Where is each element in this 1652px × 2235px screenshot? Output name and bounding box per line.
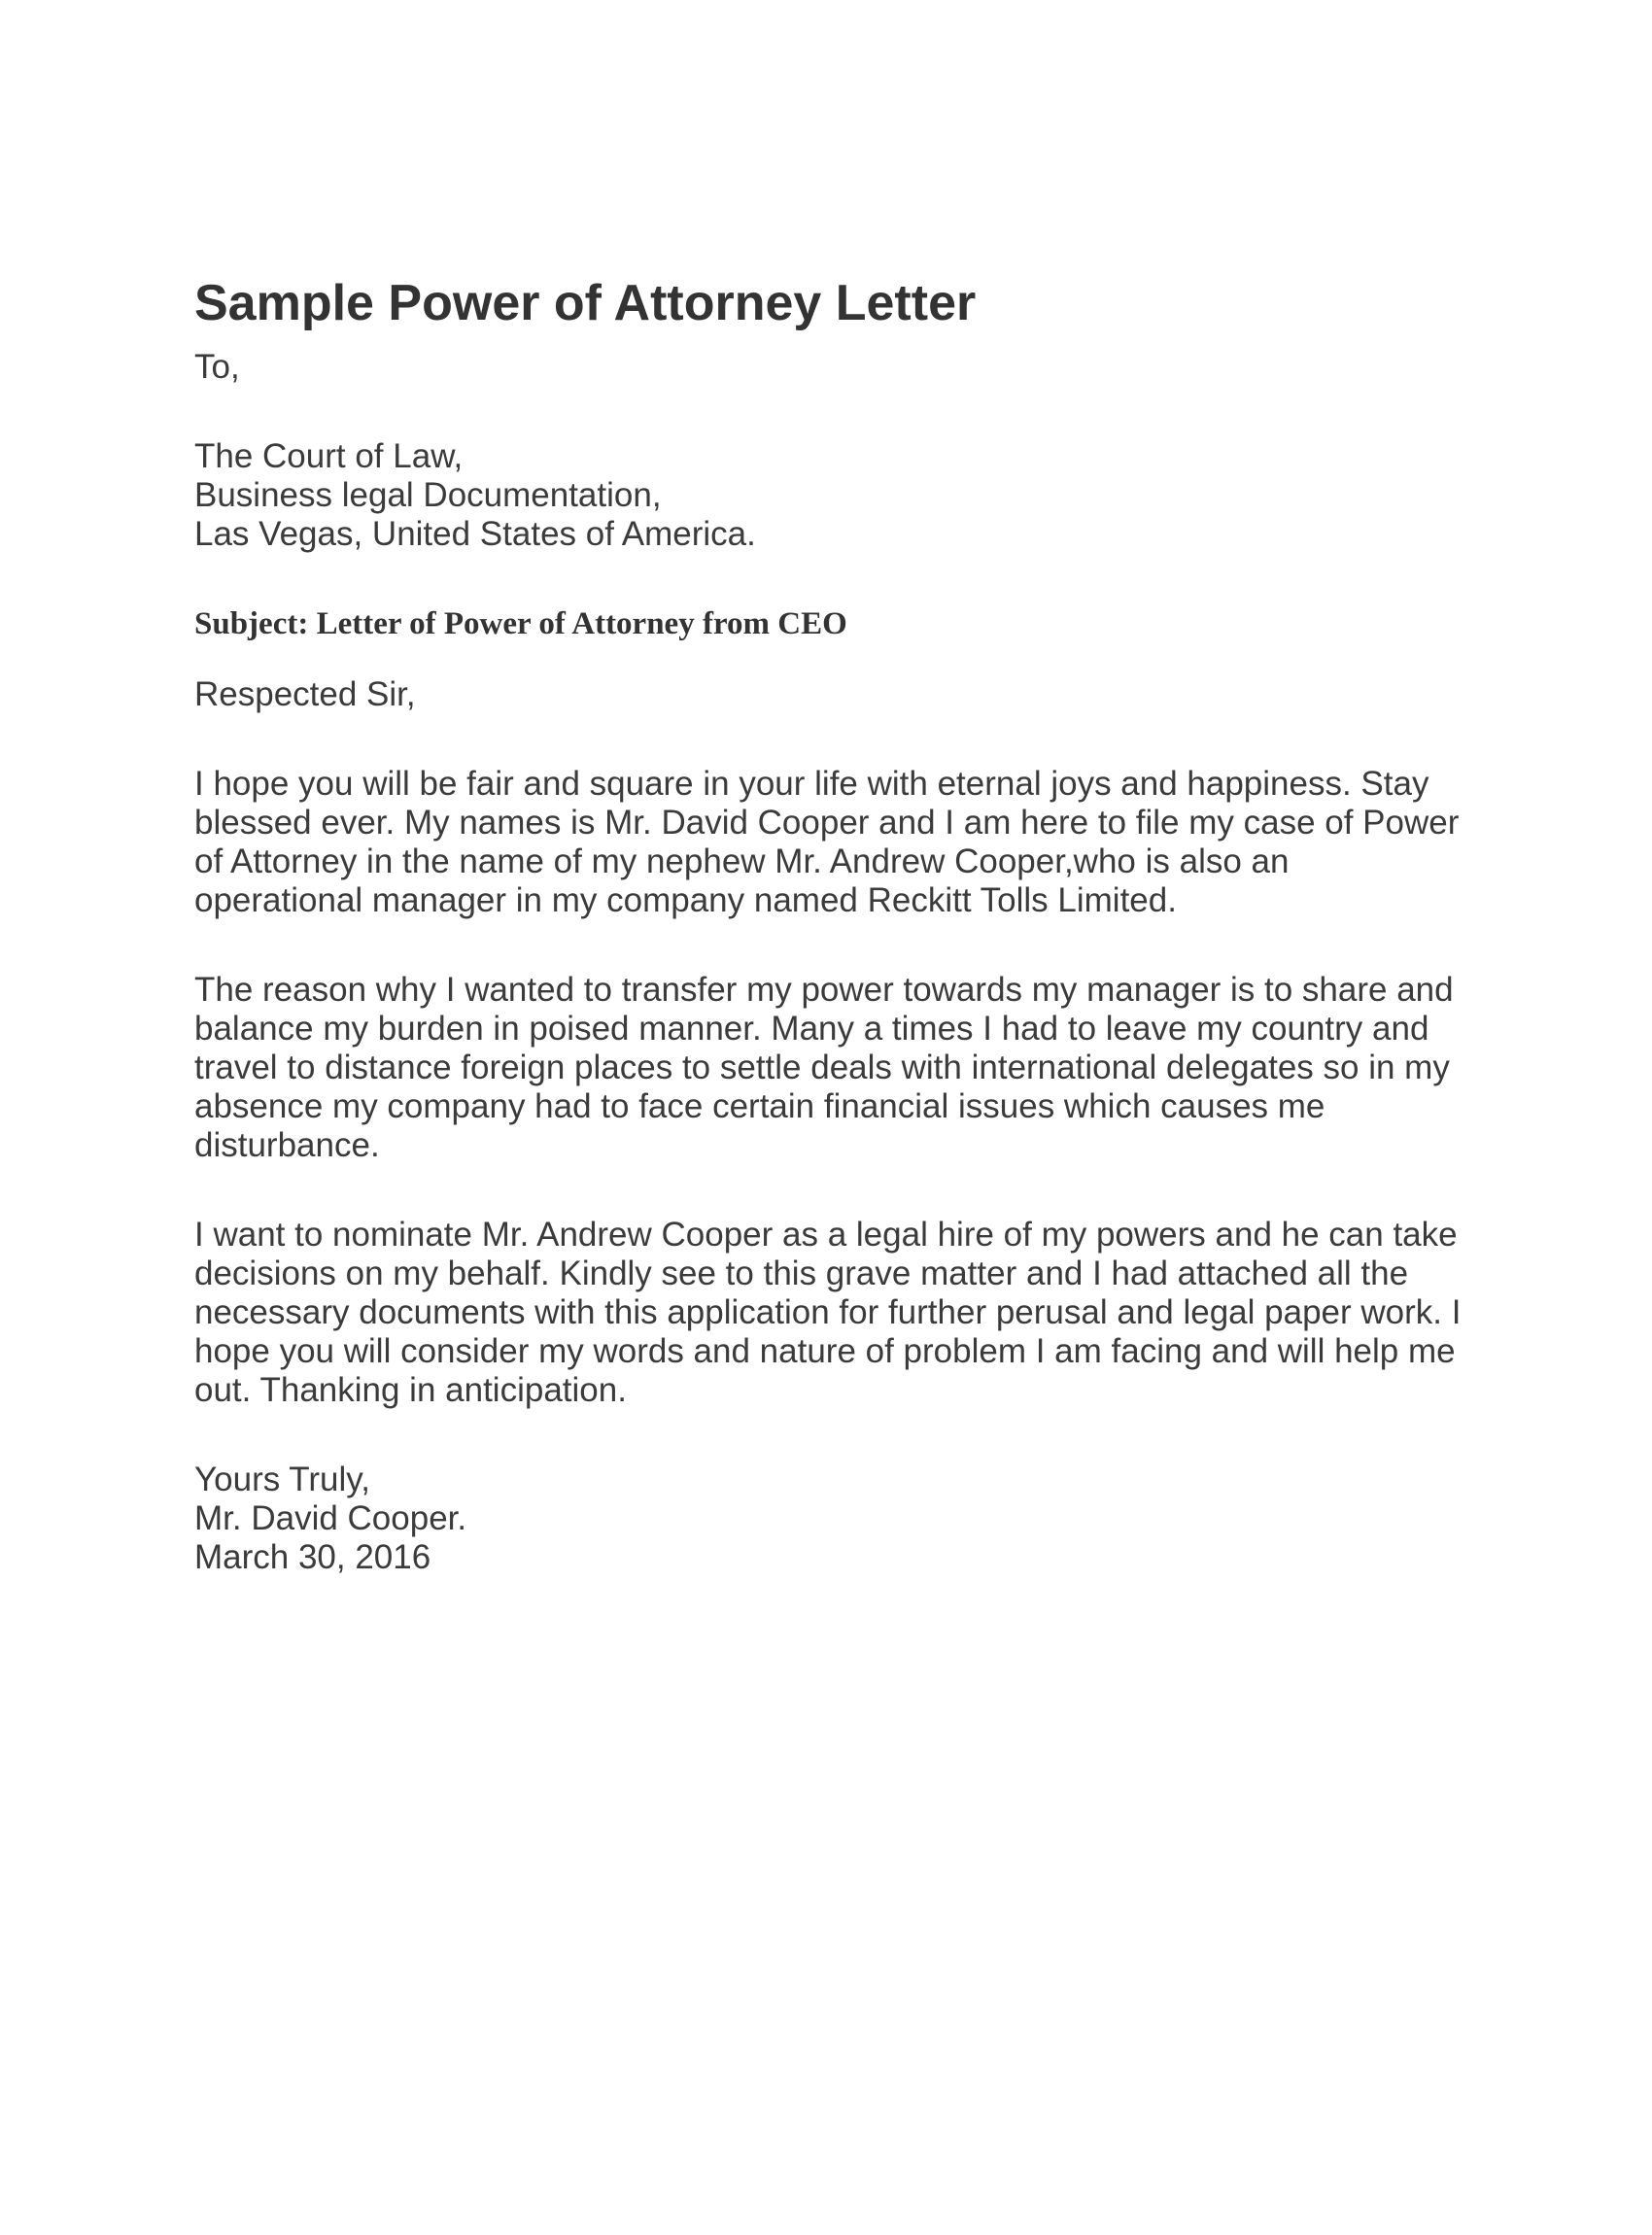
paragraph-line: operational manager in my company named Reckitt Tolls Limited. [194, 881, 1177, 919]
paragraph-line: I hope you will be fair and square in your life with eternal joys and happiness. Stay [194, 765, 1429, 803]
letter-content [194, 264, 1487, 1577]
body-paragraph-3 [194, 1216, 1487, 1410]
greeting: Respected Sir, [194, 675, 416, 713]
paragraph-line: disturbance. [194, 1126, 380, 1164]
paragraph-line: balance my burden in poised manner. Many a times I had to leave my country and [194, 1010, 1429, 1048]
paragraph-line: I want to nominate Mr. Andrew Cooper as a legal hire of my powers and he can take [194, 1216, 1458, 1254]
body-paragraph-2 [194, 971, 1487, 1165]
address-line: The Court of Law, [194, 437, 464, 475]
closing-phrase: Yours Truly, [194, 1461, 370, 1498]
paragraph-line: necessary documents with this application for further perusal and legal paper work. I [194, 1293, 1462, 1331]
letter-date: March 30, 2016 [194, 1538, 431, 1576]
paragraph-line: out. Thanking in anticipation. [194, 1371, 627, 1409]
paragraph-line: absence my company had to face certain financial issues which causes me [194, 1087, 1325, 1125]
paragraph-line: hope you will consider my words and nature of problem I am facing and will help me [194, 1332, 1456, 1370]
paragraph-line: The reason why I wanted to transfer my power towards my manager is to share and [194, 971, 1454, 1009]
subject-line: Subject: Letter of Power of Attorney from CEO [194, 606, 847, 641]
paragraph-line: of Attorney in the name of my nephew Mr. Andrew Cooper,who is also an [194, 842, 1290, 880]
body-paragraph-1 [194, 765, 1487, 920]
recipient-address [194, 437, 1487, 554]
paragraph-line: decisions on my behalf. Kindly see to this grave matter and I had attached all the [194, 1255, 1409, 1292]
salutation-to: To, [194, 348, 240, 386]
signer-name: Mr. David Cooper. [194, 1499, 467, 1537]
letter-closing [194, 1461, 1487, 1577]
paragraph-line: travel to distance foreign places to settle deals with international delegates so in my [194, 1049, 1450, 1086]
address-line: Business legal Documentation, [194, 476, 662, 514]
letter-title: Sample Power of Attorney Letter [194, 275, 977, 331]
address-line: Las Vegas, United States of America. [194, 515, 756, 553]
paragraph-line: blessed ever. My names is Mr. David Cooper and I am here to file my case of Power [194, 804, 1460, 842]
